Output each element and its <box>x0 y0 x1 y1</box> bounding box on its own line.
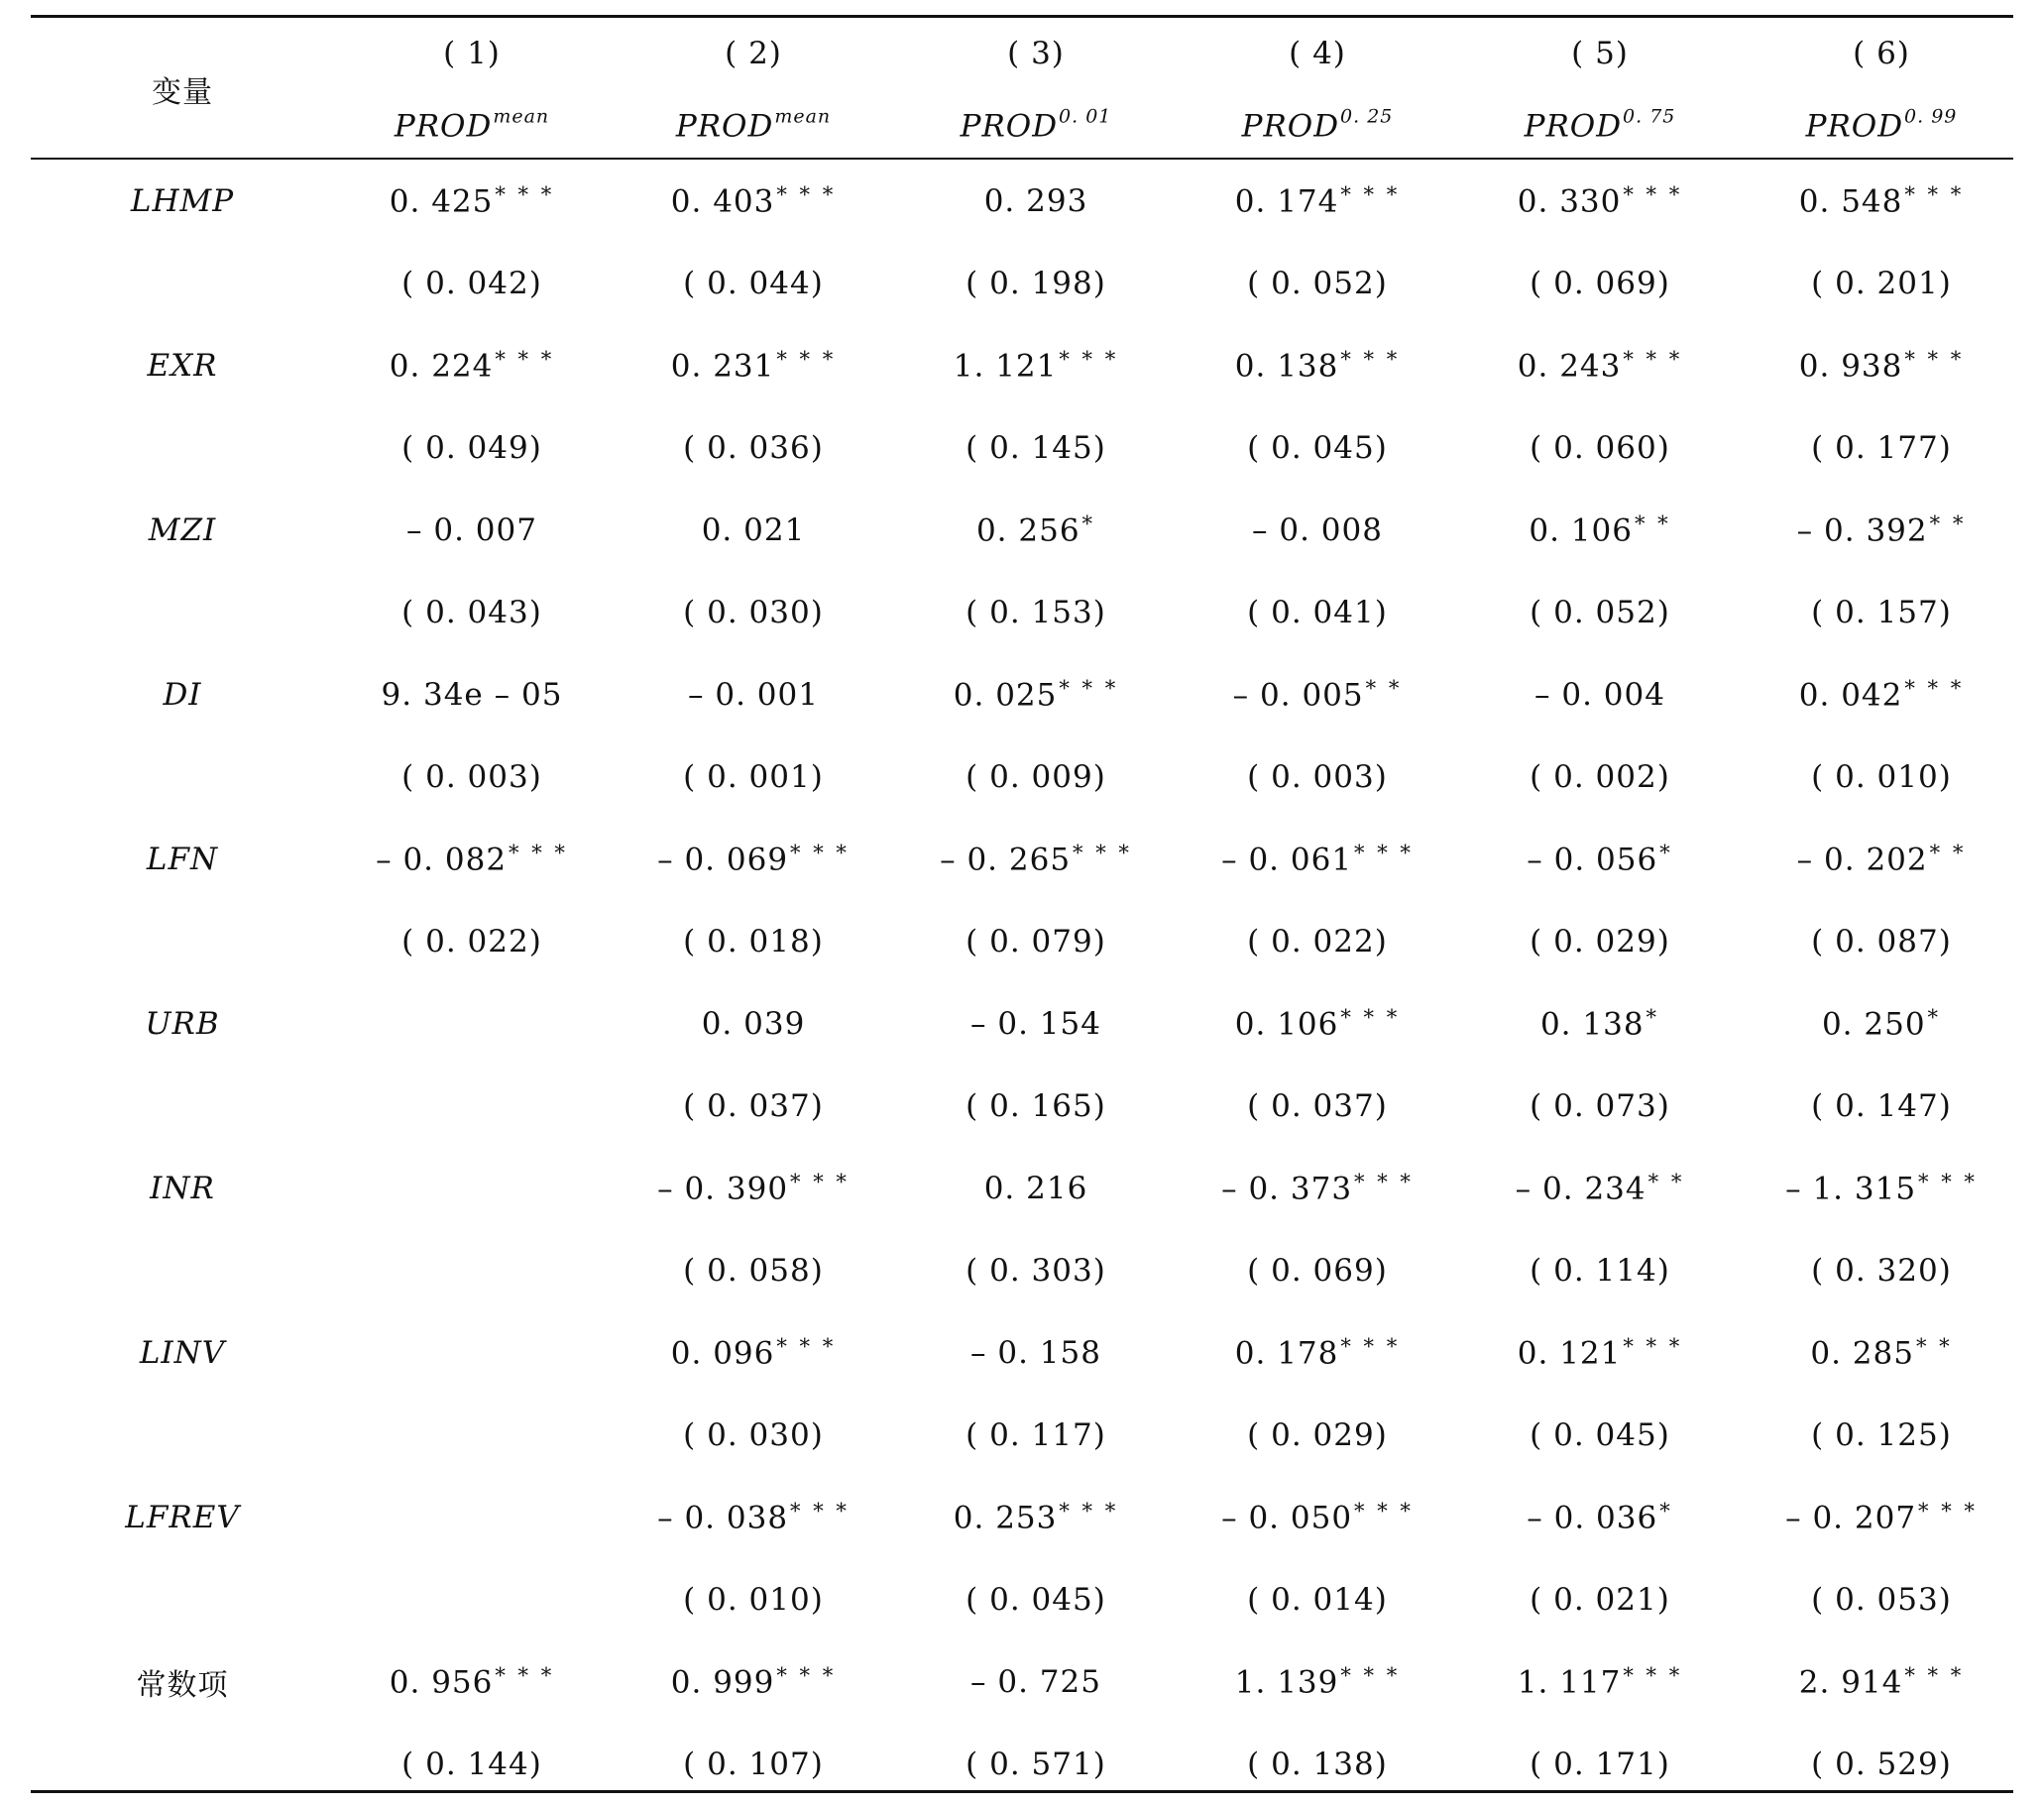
standard-error: ( 0. 060) <box>1530 430 1670 466</box>
coefficient-value: – 0. 004 <box>1534 677 1665 713</box>
standard-error: ( 0. 049) <box>401 430 542 466</box>
standard-error: ( 0. 157) <box>1811 595 1952 630</box>
variable-name: URB <box>145 1006 220 1042</box>
variable-name: MZI <box>148 512 217 548</box>
coefficient-value: – 0. 265 <box>940 842 1072 878</box>
coefficient <box>390 183 554 220</box>
coefficient-value: 0. 138 <box>1234 348 1339 385</box>
standard-error: ( 0. 198) <box>965 266 1106 301</box>
coefficient-value: 0. 938 <box>1798 348 1903 385</box>
coefficient <box>970 1664 1101 1700</box>
significance-stars: * * * <box>1623 1663 1683 1688</box>
coefficient <box>702 512 806 548</box>
significance-stars: * * * <box>1340 1663 1401 1688</box>
coefficient-value: 2. 914 <box>1798 1664 1903 1701</box>
coefficient-value: 1. 139 <box>1234 1664 1339 1701</box>
coefficient <box>671 183 836 220</box>
significance-stars: * * <box>1915 1334 1953 1359</box>
coefficient-value: – 0. 050 <box>1221 1500 1353 1536</box>
coefficient <box>1252 512 1383 548</box>
dependent-variable <box>1525 106 1676 145</box>
coefficient <box>940 842 1132 878</box>
standard-error: ( 0. 044) <box>683 266 824 301</box>
coefficient-value: 0. 216 <box>983 1171 1088 1206</box>
coefficient <box>671 1664 836 1701</box>
coefficient-value: – 0. 008 <box>1252 512 1383 548</box>
coefficient <box>1221 1500 1414 1536</box>
variable-name: EXR <box>147 348 218 384</box>
significance-stars: * * * <box>1340 1334 1401 1359</box>
standard-error: ( 0. 058) <box>683 1253 824 1289</box>
standard-error: ( 0. 018) <box>683 924 824 959</box>
significance-stars: * * <box>1647 1170 1685 1194</box>
standard-error: ( 0. 003) <box>401 759 542 795</box>
coefficient <box>1518 1335 1682 1372</box>
coefficient-value: 0. 096 <box>670 1335 775 1372</box>
column-number: ( 2) <box>725 36 782 71</box>
coefficient <box>1516 1171 1685 1207</box>
coefficient-value: 0. 250 <box>1821 1006 1926 1043</box>
significance-stars: * * <box>1929 841 1967 865</box>
significance-stars: * * * <box>1340 1005 1401 1030</box>
standard-error: ( 0. 037) <box>683 1088 824 1124</box>
column-number: ( 5) <box>1571 36 1629 71</box>
standard-error: ( 0. 003) <box>1247 759 1388 795</box>
coefficient <box>390 348 554 385</box>
standard-error: ( 0. 153) <box>965 595 1106 630</box>
coefficient <box>1518 1664 1682 1701</box>
coefficient-value: – 0. 373 <box>1221 1171 1353 1207</box>
significance-stars: * * * <box>790 1499 850 1523</box>
top-rule <box>31 15 2013 18</box>
significance-stars: * * * <box>1904 182 1965 207</box>
coefficient-value: 1. 117 <box>1517 1664 1622 1701</box>
standard-error: ( 0. 045) <box>1247 430 1388 466</box>
significance-stars: * * * <box>495 182 555 207</box>
significance-stars: * * * <box>1354 1170 1414 1194</box>
coefficient <box>954 1500 1118 1536</box>
standard-error: ( 0. 022) <box>1247 924 1388 959</box>
coefficient <box>1221 1171 1414 1207</box>
coefficient <box>984 1171 1088 1206</box>
coefficient <box>1527 1500 1672 1536</box>
standard-error: ( 0. 571) <box>965 1747 1106 1782</box>
standard-error: ( 0. 117) <box>965 1417 1106 1453</box>
coefficient-value: 0. 243 <box>1517 348 1622 385</box>
standard-error: ( 0. 036) <box>683 430 824 466</box>
coefficient-value: 0. 285 <box>1810 1335 1914 1372</box>
dependent-variable-superscript: 0. 01 <box>1059 105 1112 128</box>
column-number: ( 4) <box>1289 36 1346 71</box>
dependent-variable-name: PROD <box>1241 108 1340 145</box>
dependent-variable <box>1242 106 1394 145</box>
standard-error: ( 0. 010) <box>683 1582 824 1618</box>
significance-stars: * <box>1659 1499 1673 1523</box>
significance-stars: * * * <box>790 841 850 865</box>
coefficient-value: 1. 121 <box>953 348 1058 385</box>
standard-error: ( 0. 125) <box>1811 1417 1952 1453</box>
coefficient <box>657 1500 850 1536</box>
standard-error: ( 0. 045) <box>1530 1417 1670 1453</box>
standard-error: ( 0. 021) <box>1530 1582 1670 1618</box>
coefficient-value: 0. 025 <box>953 677 1058 714</box>
significance-stars: * * * <box>1623 1334 1683 1359</box>
coefficient <box>954 348 1118 385</box>
dependent-variable <box>1806 106 1958 145</box>
coefficient-value: – 0. 056 <box>1527 842 1658 878</box>
variable-name: LFN <box>146 842 219 877</box>
standard-error: ( 0. 022) <box>401 924 542 959</box>
coefficient-value: – 1. 315 <box>1785 1171 1917 1207</box>
standard-error: ( 0. 029) <box>1530 924 1670 959</box>
coefficient <box>406 512 537 548</box>
standard-error: ( 0. 147) <box>1811 1088 1952 1124</box>
coefficient <box>382 677 563 713</box>
coefficient-value: 0. 425 <box>389 183 494 220</box>
column-number: ( 3) <box>1007 36 1065 71</box>
coefficient-value: 0. 138 <box>1539 1006 1645 1043</box>
significance-stars: * * <box>1634 511 1671 536</box>
coefficient <box>671 348 836 385</box>
coefficient-value: 0. 121 <box>1517 1335 1622 1372</box>
significance-stars: * <box>1659 841 1673 865</box>
coefficient-value: 0. 956 <box>389 1664 494 1701</box>
coefficient <box>954 677 1118 714</box>
coefficient-value: 0. 293 <box>983 183 1088 219</box>
standard-error: ( 0. 029) <box>1247 1417 1388 1453</box>
coefficient <box>976 512 1095 549</box>
variable-name: LFREV <box>125 1500 240 1535</box>
coefficient-value: – 0. 207 <box>1785 1500 1917 1536</box>
standard-error: ( 0. 041) <box>1247 595 1388 630</box>
coefficient-value: 0. 106 <box>1529 512 1633 549</box>
standard-error: ( 0. 069) <box>1530 266 1670 301</box>
coefficient <box>1235 183 1400 220</box>
significance-stars: * * * <box>1354 841 1414 865</box>
coefficient-value: – 0. 234 <box>1515 1171 1647 1207</box>
significance-stars: * * * <box>1340 347 1401 372</box>
standard-error: ( 0. 042) <box>401 266 542 301</box>
coefficient <box>1235 348 1400 385</box>
coefficient <box>1233 677 1403 714</box>
dependent-variable-superscript: 0. 25 <box>1340 105 1394 128</box>
coefficient <box>1518 183 1682 220</box>
significance-stars: * * * <box>1904 676 1965 701</box>
dependent-variable-name: PROD <box>394 108 493 145</box>
significance-stars: * * * <box>776 347 837 372</box>
coefficient <box>984 183 1088 219</box>
coefficient-value: – 0. 038 <box>657 1500 789 1536</box>
significance-stars: * * * <box>1059 676 1119 701</box>
dependent-variable-superscript: mean <box>493 105 550 128</box>
variable-header: 变量 <box>152 75 213 110</box>
standard-error: ( 0. 138) <box>1247 1747 1388 1782</box>
standard-error: ( 0. 030) <box>683 1417 824 1453</box>
coefficient-value: – 0. 061 <box>1221 842 1353 878</box>
coefficient-value: 0. 231 <box>670 348 775 385</box>
significance-stars: * * * <box>1059 1499 1119 1523</box>
standard-error: ( 0. 052) <box>1247 266 1388 301</box>
standard-error: ( 0. 010) <box>1811 759 1952 795</box>
standard-error: ( 0. 053) <box>1811 1582 1952 1618</box>
coefficient <box>1540 1006 1659 1043</box>
standard-error: ( 0. 037) <box>1247 1088 1388 1124</box>
significance-stars: * * * <box>776 1334 837 1359</box>
standard-error: ( 0. 009) <box>965 759 1106 795</box>
dependent-variable-name: PROD <box>1524 108 1623 145</box>
coefficient <box>1799 183 1964 220</box>
coefficient-value: 0. 256 <box>975 512 1080 549</box>
standard-error: ( 0. 201) <box>1811 266 1952 301</box>
column-number: ( 1) <box>443 36 501 71</box>
dependent-variable-superscript: 0. 99 <box>1904 105 1958 128</box>
coefficient <box>1235 1664 1400 1701</box>
standard-error: ( 0. 320) <box>1811 1253 1952 1289</box>
coefficient-value: 0. 174 <box>1234 183 1339 220</box>
standard-error: ( 0. 045) <box>965 1582 1106 1618</box>
coefficient <box>1527 842 1672 878</box>
standard-error: ( 0. 171) <box>1530 1747 1670 1782</box>
bottom-rule <box>31 1790 2013 1793</box>
significance-stars: * * * <box>495 347 555 372</box>
dependent-variable-name: PROD <box>960 108 1059 145</box>
standard-error: ( 0. 114) <box>1530 1253 1670 1289</box>
significance-stars: * * * <box>1904 1663 1965 1688</box>
standard-error: ( 0. 069) <box>1247 1253 1388 1289</box>
standard-error: ( 0. 144) <box>401 1747 542 1782</box>
significance-stars: * * * <box>1623 347 1683 372</box>
coefficient-value: 0. 224 <box>389 348 494 385</box>
dependent-variable-superscript: mean <box>774 105 832 128</box>
variable-name: LHMP <box>130 183 235 219</box>
coefficient <box>1799 677 1964 714</box>
variable-name: DI <box>163 677 202 713</box>
coefficient-value: – 0. 036 <box>1527 1500 1658 1536</box>
standard-error: ( 0. 043) <box>401 595 542 630</box>
coefficient-value: – 0. 725 <box>970 1664 1101 1700</box>
significance-stars: * * * <box>1340 182 1401 207</box>
coefficient-value: 0. 253 <box>953 1500 1058 1536</box>
dependent-variable <box>961 106 1112 145</box>
coefficient-value: 9. 34e – 05 <box>381 677 563 713</box>
coefficient-value: 0. 039 <box>701 1006 806 1042</box>
coefficient <box>970 1006 1101 1042</box>
significance-stars: * * * <box>1073 841 1132 865</box>
coefficient <box>1529 512 1670 549</box>
coefficient <box>1221 842 1414 878</box>
standard-error: ( 0. 030) <box>683 595 824 630</box>
coefficient <box>657 1171 850 1207</box>
coefficient <box>688 677 819 713</box>
standard-error: ( 0. 052) <box>1530 595 1670 630</box>
dependent-variable-name: PROD <box>675 108 774 145</box>
significance-stars: * * * <box>495 1663 555 1688</box>
coefficient-value: 0. 042 <box>1798 677 1903 714</box>
coefficient <box>1797 512 1967 549</box>
coefficient <box>1235 1335 1400 1372</box>
column-number: ( 6) <box>1853 36 1910 71</box>
dependent-variable <box>395 106 549 145</box>
standard-error: ( 0. 002) <box>1530 759 1670 795</box>
significance-stars: * * * <box>1623 182 1683 207</box>
standard-error: ( 0. 073) <box>1530 1088 1670 1124</box>
coefficient <box>1534 677 1665 713</box>
coefficient <box>1799 1664 1964 1701</box>
standard-error: ( 0. 107) <box>683 1747 824 1782</box>
coefficient-value: – 0. 069 <box>657 842 789 878</box>
significance-stars: * * * <box>1059 347 1119 372</box>
coefficient-value: 0. 548 <box>1798 183 1903 220</box>
coefficient <box>1797 842 1967 878</box>
significance-stars: * * * <box>776 1663 837 1688</box>
coefficient-value: 0. 106 <box>1234 1006 1339 1043</box>
standard-error: ( 0. 145) <box>965 430 1106 466</box>
coefficient <box>1810 1335 1952 1372</box>
significance-stars: * * * <box>776 182 837 207</box>
coefficient <box>970 1335 1101 1371</box>
coefficient-value: – 0. 001 <box>688 677 819 713</box>
coefficient <box>376 842 568 878</box>
significance-stars: * * * <box>790 1170 850 1194</box>
significance-stars: * * * <box>509 841 568 865</box>
coefficient-value: 0. 999 <box>670 1664 775 1701</box>
coefficient-value: 0. 021 <box>701 512 806 548</box>
standard-error: ( 0. 087) <box>1811 924 1952 959</box>
significance-stars: * * * <box>1904 347 1965 372</box>
coefficient <box>1799 348 1964 385</box>
coefficient-value: – 0. 154 <box>970 1006 1101 1042</box>
standard-error: ( 0. 014) <box>1247 1582 1388 1618</box>
coefficient <box>657 842 850 878</box>
coefficient-value: – 0. 392 <box>1796 512 1928 549</box>
header-rule <box>31 158 2013 160</box>
standard-error: ( 0. 177) <box>1811 430 1952 466</box>
significance-stars: * * <box>1929 511 1967 536</box>
coefficient <box>390 1664 554 1701</box>
standard-error: ( 0. 079) <box>965 924 1106 959</box>
variable-name: 常数项 <box>136 1668 229 1703</box>
coefficient-value: – 0. 005 <box>1232 677 1364 714</box>
standard-error: ( 0. 303) <box>965 1253 1106 1289</box>
dependent-variable-name: PROD <box>1805 108 1904 145</box>
coefficient-value: – 0. 158 <box>970 1335 1101 1371</box>
significance-stars: * * <box>1365 676 1403 701</box>
significance-stars: * <box>1646 1005 1660 1030</box>
coefficient <box>1518 348 1682 385</box>
significance-stars: * <box>1927 1005 1942 1030</box>
coefficient <box>1785 1500 1978 1536</box>
coefficient-value: – 0. 390 <box>657 1171 789 1207</box>
coefficient <box>702 1006 806 1042</box>
standard-error: ( 0. 165) <box>965 1088 1106 1124</box>
standard-error: ( 0. 001) <box>683 759 824 795</box>
coefficient <box>1785 1171 1978 1207</box>
coefficient <box>1822 1006 1941 1043</box>
coefficient <box>671 1335 836 1372</box>
coefficient-value: 0. 330 <box>1517 183 1622 220</box>
significance-stars: * * * <box>1354 1499 1414 1523</box>
significance-stars: * * * <box>1918 1170 1978 1194</box>
variable-name: INR <box>150 1171 215 1206</box>
dependent-variable-superscript: 0. 75 <box>1623 105 1676 128</box>
coefficient <box>1235 1006 1400 1043</box>
significance-stars: * * * <box>1918 1499 1978 1523</box>
coefficient-value: – 0. 007 <box>406 512 537 548</box>
variable-name: LINV <box>139 1335 226 1371</box>
dependent-variable <box>676 106 831 145</box>
standard-error: ( 0. 529) <box>1811 1747 1952 1782</box>
coefficient-value: 0. 178 <box>1234 1335 1339 1372</box>
significance-stars: * <box>1081 511 1096 536</box>
coefficient-value: – 0. 082 <box>376 842 508 878</box>
coefficient-value: 0. 403 <box>670 183 775 220</box>
coefficient-value: – 0. 202 <box>1796 842 1928 878</box>
